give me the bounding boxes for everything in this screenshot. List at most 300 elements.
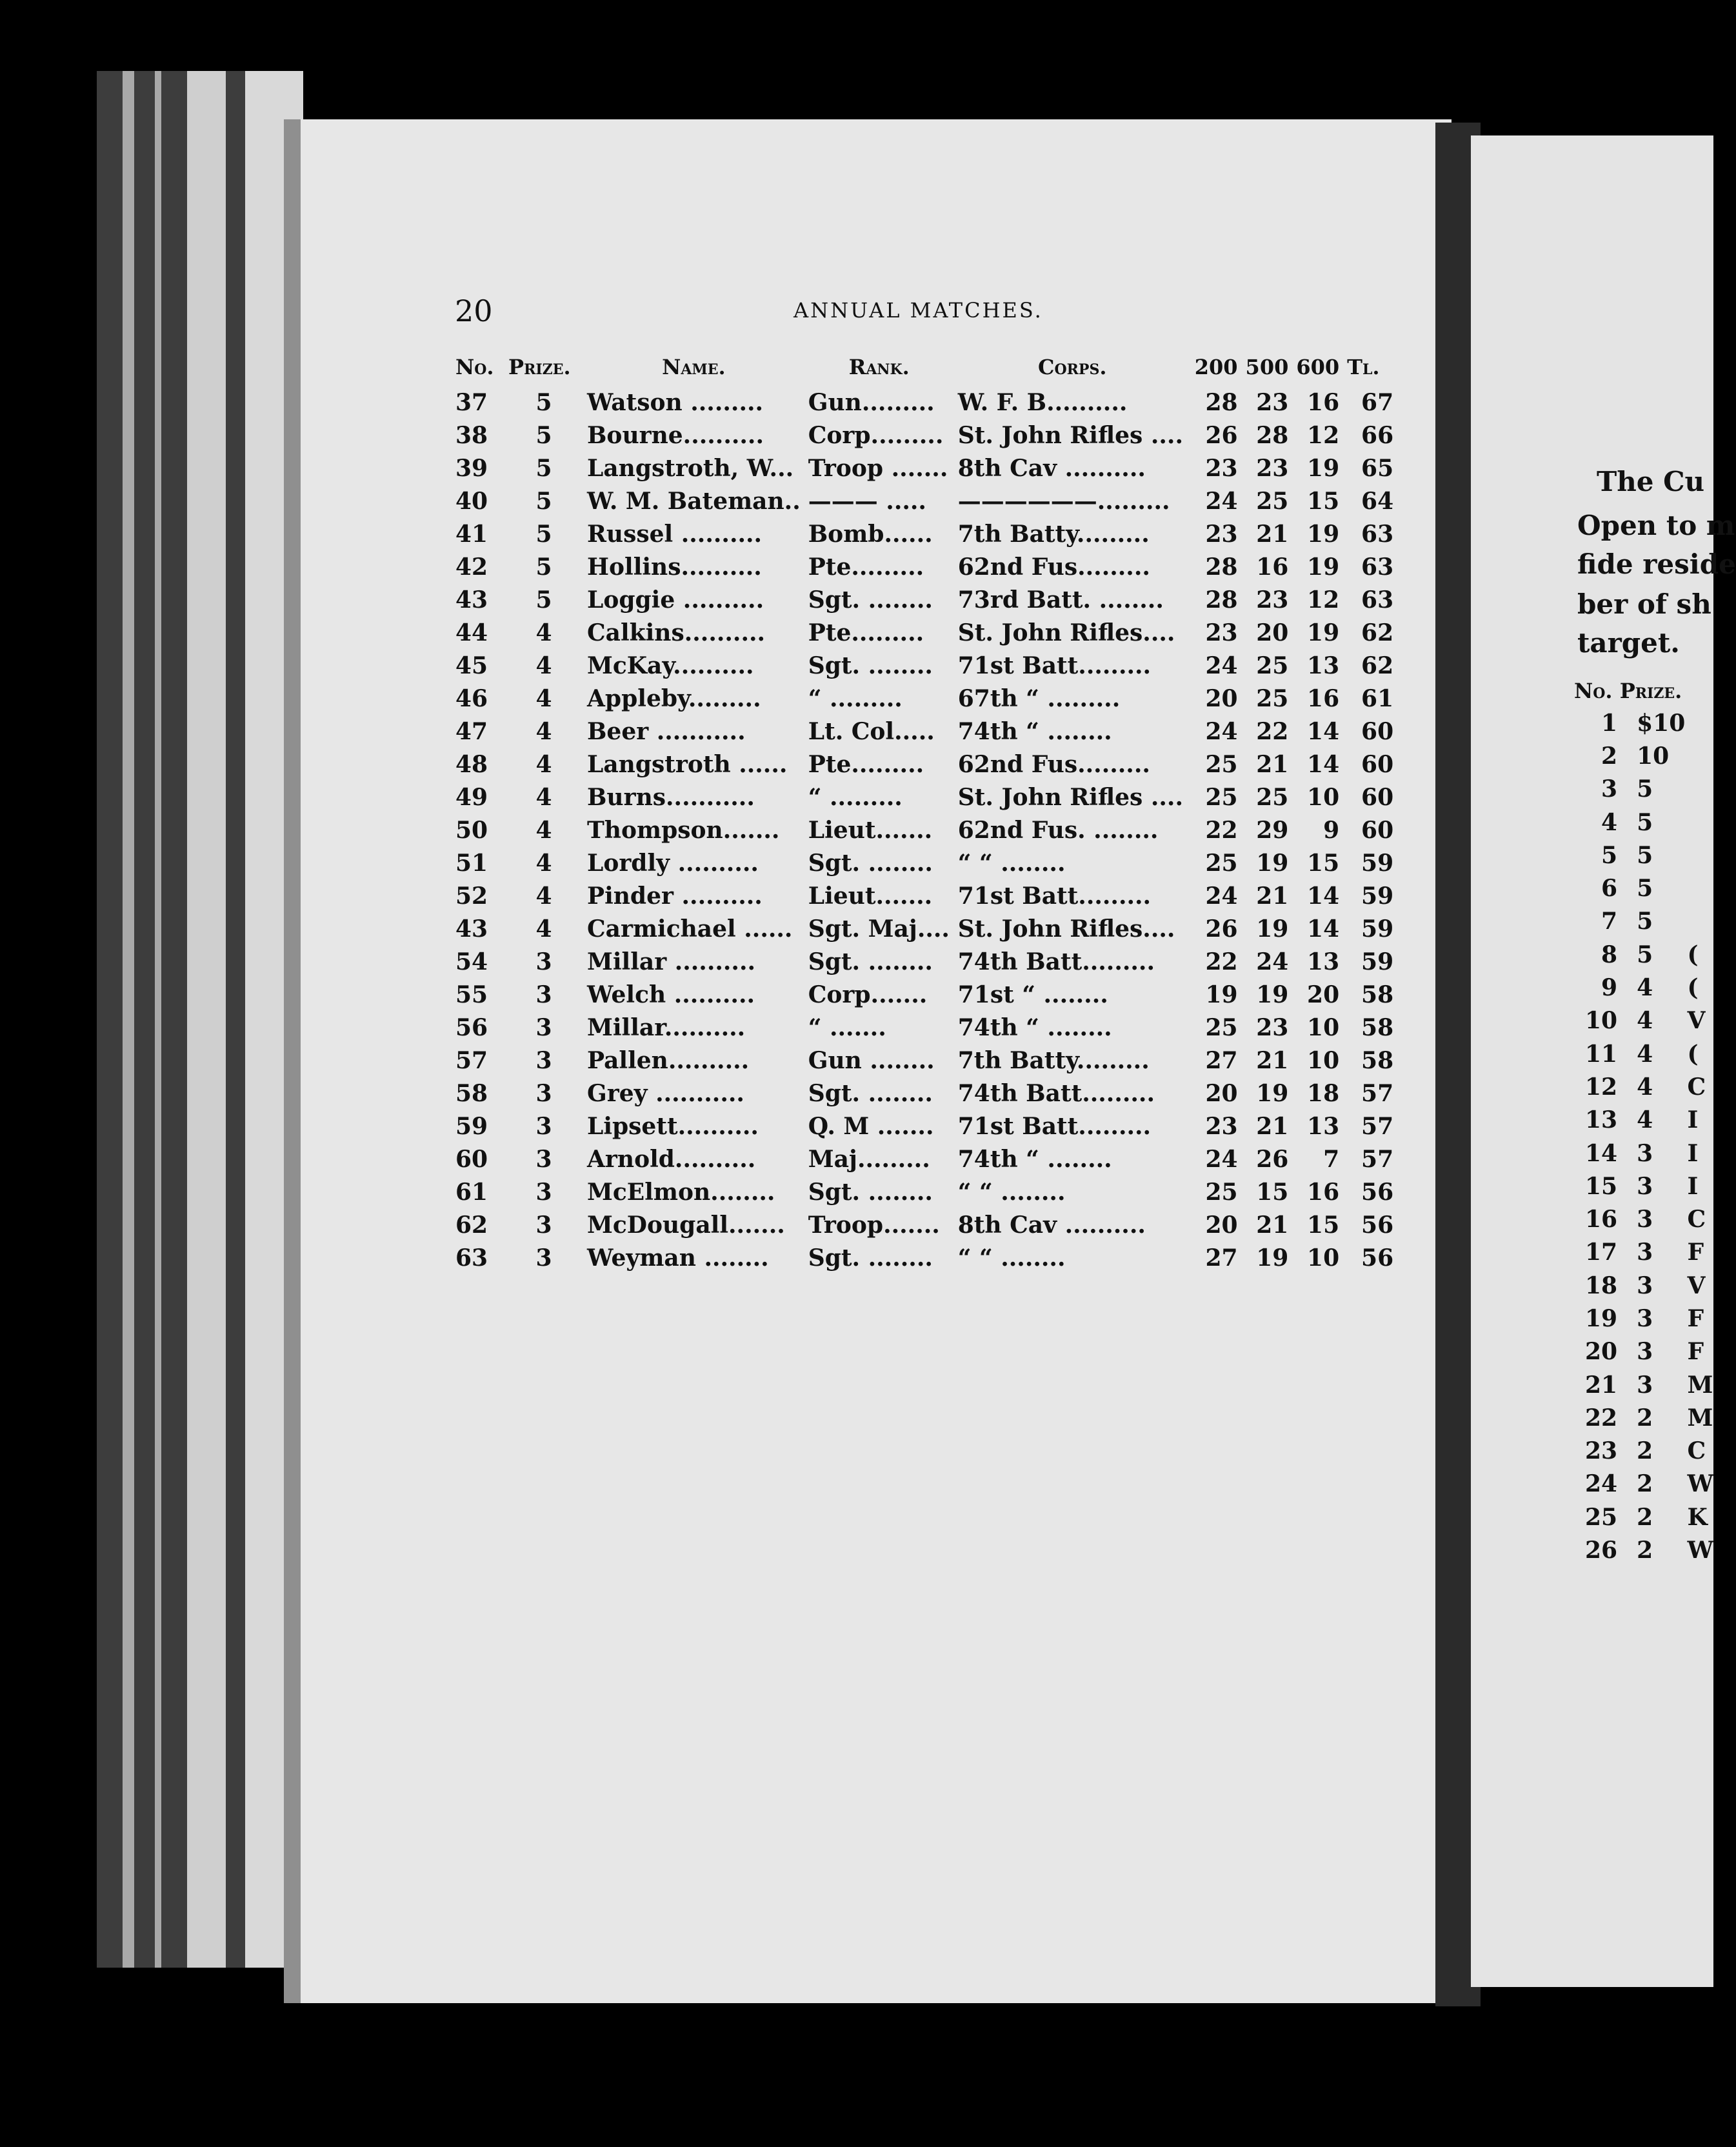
entry-prize: 5 (535, 487, 552, 515)
score-500: 25 (1256, 652, 1289, 679)
entry-corps: St. John Rifles.... (957, 915, 1175, 943)
entry-no: 42 (455, 553, 488, 581)
entry-name: Arnold.......... (587, 1145, 756, 1173)
score-total: 61 (1361, 684, 1394, 712)
entry-rank: Corp......... (808, 421, 944, 449)
facing-entry-initial: V (1687, 1007, 1706, 1035)
score-200: 24 (1205, 487, 1238, 515)
score-total: 58 (1361, 981, 1394, 1008)
table-row (452, 1143, 1397, 1175)
entry-no: 50 (455, 816, 488, 844)
entry-corps: 74th “ ........ (957, 1014, 1112, 1041)
facing-text-line: The Cu (1597, 466, 1705, 497)
list-item (1574, 1401, 1713, 1434)
score-500: 21 (1256, 1211, 1289, 1239)
entry-prize: 4 (535, 717, 552, 745)
entry-prize: 4 (535, 750, 552, 778)
entry-no: 44 (455, 619, 488, 646)
table-row (452, 781, 1397, 814)
facing-text-line: ber of sh (1577, 588, 1711, 620)
score-600: 10 (1307, 1046, 1340, 1074)
entry-no: 49 (455, 783, 488, 811)
list-item (1574, 1501, 1713, 1533)
table-row (452, 978, 1397, 1011)
table-row (452, 1044, 1397, 1077)
entry-corps: 71st Batt......... (957, 1112, 1152, 1140)
entry-rank: Pte......... (808, 553, 924, 581)
entry-no: 56 (455, 1014, 488, 1041)
entry-name: Hollins.......... (587, 553, 762, 581)
facing-entry-initial: ( (1687, 941, 1699, 968)
score-600: 16 (1307, 1178, 1340, 1206)
score-total: 60 (1361, 816, 1394, 844)
score-total: 60 (1361, 717, 1394, 745)
score-total: 59 (1361, 849, 1394, 877)
entry-rank: Q. M ....... (808, 1112, 934, 1140)
entry-no: 59 (455, 1112, 488, 1140)
page-edge (123, 71, 134, 1968)
score-600: 19 (1307, 454, 1340, 482)
entry-prize: 4 (535, 684, 552, 712)
score-600: 12 (1307, 586, 1340, 614)
list-item (1574, 872, 1713, 904)
entry-name: Thompson....... (587, 816, 780, 844)
facing-entry-prize: 3 (1637, 1239, 1653, 1266)
facing-entry-prize: 3 (1637, 1304, 1653, 1332)
entry-prize: 3 (535, 1211, 552, 1239)
score-200: 20 (1205, 1211, 1238, 1239)
score-200: 19 (1205, 981, 1238, 1008)
facing-entry-no: 10 (1584, 1007, 1618, 1035)
entry-rank: Pte......... (808, 619, 924, 646)
facing-entry-no: 20 (1584, 1338, 1618, 1366)
facing-entry-no: 26 (1584, 1537, 1618, 1564)
entry-no: 48 (455, 750, 488, 778)
entry-rank: Sgt. ........ (808, 586, 933, 614)
facing-entry-prize: 4 (1637, 974, 1653, 1002)
list-item (1574, 1004, 1713, 1037)
column-header-no: No. (455, 355, 494, 379)
facing-entry-prize: 5 (1637, 775, 1653, 803)
facing-entry-no: 25 (1584, 1503, 1618, 1531)
list-item (1574, 1435, 1713, 1468)
column-header-corps: Corps. (1038, 355, 1107, 379)
list-item (1574, 739, 1713, 772)
entry-no: 43 (455, 586, 488, 614)
list-item (1574, 905, 1713, 938)
score-500: 21 (1256, 1112, 1289, 1140)
score-200: 27 (1205, 1244, 1238, 1272)
facing-entry-prize: 2 (1637, 1503, 1653, 1531)
facing-entry-no: 23 (1584, 1437, 1618, 1465)
facing-entry-initial: I (1687, 1172, 1699, 1200)
entry-corps: St. John Rifles .... (957, 783, 1183, 811)
score-500: 26 (1256, 1145, 1289, 1173)
score-200: 24 (1205, 652, 1238, 679)
entry-rank: Sgt. ........ (808, 948, 933, 975)
score-500: 19 (1256, 849, 1289, 877)
score-total: 57 (1361, 1112, 1394, 1140)
facing-entry-initial (1688, 706, 1713, 739)
table-row (452, 550, 1397, 583)
column-header-200: 200 (1194, 355, 1238, 379)
facing-entry-no: 13 (1584, 1106, 1618, 1134)
facing-entry-initial: ( (1687, 974, 1699, 1002)
entry-rank: Sgt. ........ (808, 652, 933, 679)
entry-prize: 5 (535, 454, 552, 482)
entry-prize: 3 (535, 1145, 552, 1173)
facing-entry-initial: I (1687, 1106, 1699, 1134)
entry-name: Weyman ........ (587, 1244, 769, 1272)
book-page-stack (97, 71, 303, 1968)
score-600: 10 (1307, 1244, 1340, 1272)
score-600: 13 (1307, 948, 1340, 975)
entry-name: Pinder .......... (587, 882, 763, 910)
entry-prize: 3 (535, 981, 552, 1008)
facing-entry-initial: I (1687, 1139, 1699, 1167)
list-item (1574, 1104, 1713, 1137)
facing-entry-initial: F (1687, 1304, 1704, 1332)
table-row (452, 649, 1397, 682)
table-header-row (452, 348, 1397, 386)
entry-name: Calkins.......... (587, 619, 766, 646)
entry-corps: 74th Batt......... (957, 948, 1155, 975)
facing-entry-initial (1688, 839, 1713, 872)
entry-prize: 3 (535, 1112, 552, 1140)
entry-name: Langstroth ...... (587, 750, 788, 778)
facing-entry-initial (1688, 872, 1713, 904)
entry-rank: Bomb...... (808, 520, 933, 548)
entry-corps: 62nd Fus......... (957, 750, 1150, 778)
table-row (452, 1208, 1397, 1241)
score-600: 7 (1323, 1145, 1340, 1173)
facing-entry-no: 7 (1601, 908, 1618, 935)
table-row (452, 452, 1397, 484)
facing-entry-no: 11 (1584, 1040, 1618, 1068)
score-total: 60 (1361, 783, 1394, 811)
entry-name: Beer ........... (587, 717, 746, 745)
facing-text-line: fide reside (1577, 548, 1736, 580)
column-header-prize: Prize. (508, 355, 571, 379)
facing-entry-initial: C (1687, 1437, 1706, 1465)
facing-entry-prize: 5 (1637, 808, 1653, 836)
entry-name: Grey ........... (587, 1079, 744, 1107)
score-600: 14 (1307, 882, 1340, 910)
entry-name: Pallen.......... (587, 1046, 750, 1074)
facing-entry-no: 17 (1584, 1239, 1618, 1266)
score-total: 57 (1361, 1079, 1394, 1107)
entry-rank: Maj......... (808, 1145, 930, 1173)
facing-entry-no: 21 (1584, 1371, 1618, 1399)
list-item (1574, 1236, 1713, 1269)
list-item (1574, 806, 1713, 839)
score-500: 20 (1256, 619, 1289, 646)
entry-rank: “ ....... (808, 1014, 886, 1041)
entry-name: Lordly .......... (587, 849, 759, 877)
score-total: 64 (1361, 487, 1394, 515)
running-head: ANNUAL MATCHES. (793, 298, 1043, 323)
entry-corps: 74th Batt......... (957, 1079, 1155, 1107)
list-item (1574, 1137, 1713, 1170)
score-200: 25 (1205, 750, 1238, 778)
entry-prize: 4 (535, 652, 552, 679)
entry-no: 47 (455, 717, 488, 745)
entry-no: 40 (455, 487, 488, 515)
entry-name: Carmichael ...... (587, 915, 793, 943)
score-500: 21 (1256, 520, 1289, 548)
column-header-500: 500 (1245, 355, 1289, 379)
score-total: 56 (1361, 1244, 1394, 1272)
score-600: 10 (1307, 783, 1340, 811)
entry-prize: 4 (535, 882, 552, 910)
page-edge (155, 71, 161, 1968)
entry-rank: Lieut....... (808, 816, 933, 844)
facing-entry-prize: 2 (1637, 1537, 1653, 1564)
column-header-600: 600 (1296, 355, 1340, 379)
entry-rank: Sgt. ........ (808, 1079, 933, 1107)
score-200: 28 (1205, 388, 1238, 416)
table-row (452, 1011, 1397, 1044)
entry-rank: Troop....... (808, 1211, 940, 1239)
score-500: 23 (1256, 586, 1289, 614)
facing-entry-initial: V (1687, 1272, 1706, 1299)
entry-name: W. M. Bateman.. (587, 487, 801, 515)
table-row (452, 1175, 1397, 1208)
table-row (452, 583, 1397, 616)
entry-prize: 3 (535, 1046, 552, 1074)
score-600: 16 (1307, 388, 1340, 416)
score-total: 67 (1361, 388, 1394, 416)
entry-rank: Troop ....... (808, 454, 948, 482)
facing-entry-initial (1688, 806, 1713, 839)
facing-entry-prize: $10 (1637, 709, 1686, 737)
facing-entry-no: 4 (1601, 808, 1618, 836)
score-500: 19 (1256, 981, 1289, 1008)
score-600: 19 (1307, 520, 1340, 548)
entry-name: Burns........... (587, 783, 755, 811)
entry-rank: ——— ..... (808, 487, 926, 515)
entry-rank: Lieut....... (808, 882, 933, 910)
entry-name: Loggie .......... (587, 586, 764, 614)
facing-entry-no: 9 (1601, 974, 1618, 1002)
score-total: 58 (1361, 1046, 1394, 1074)
entry-no: 55 (455, 981, 488, 1008)
entry-corps: 7th Batty......... (957, 520, 1150, 548)
table-row (452, 682, 1397, 715)
entry-no: 45 (455, 652, 488, 679)
facing-entry-prize: 3 (1637, 1371, 1653, 1399)
facing-entry-no: 5 (1601, 841, 1618, 869)
entry-name: McKay.......... (587, 652, 754, 679)
column-header-name: Name. (662, 355, 726, 379)
score-200: 23 (1205, 619, 1238, 646)
score-600: 10 (1307, 1014, 1340, 1041)
entry-prize: 3 (535, 1178, 552, 1206)
entry-corps: ——————......... (957, 487, 1170, 515)
entry-no: 63 (455, 1244, 488, 1272)
entry-corps: 7th Batty......... (957, 1046, 1150, 1074)
entry-no: 52 (455, 882, 488, 910)
score-200: 25 (1205, 783, 1238, 811)
entry-corps: 71st Batt......... (957, 882, 1152, 910)
score-200: 23 (1205, 520, 1238, 548)
facing-entry-prize: 4 (1637, 1040, 1653, 1068)
score-200: 27 (1205, 1046, 1238, 1074)
score-500: 21 (1256, 750, 1289, 778)
entry-name: Appleby......... (587, 684, 761, 712)
facing-entry-initial: C (1687, 1206, 1706, 1233)
facing-entry-prize: 3 (1637, 1272, 1653, 1299)
table-row (452, 1110, 1397, 1143)
score-500: 29 (1256, 816, 1289, 844)
entry-prize: 3 (535, 1014, 552, 1041)
entry-no: 51 (455, 849, 488, 877)
entry-no: 38 (455, 421, 488, 449)
entry-rank: Corp....... (808, 981, 928, 1008)
facing-entry-no: 24 (1584, 1470, 1618, 1498)
facing-entry-initial: K (1687, 1503, 1708, 1531)
entry-corps: “ “ ........ (957, 849, 1066, 877)
score-600: 18 (1307, 1079, 1340, 1107)
facing-entry-no: 3 (1601, 775, 1618, 803)
entry-no: 58 (455, 1079, 488, 1107)
score-600: 13 (1307, 652, 1340, 679)
score-total: 57 (1361, 1145, 1394, 1173)
list-item (1574, 1203, 1713, 1235)
facing-entry-initial: M (1687, 1404, 1713, 1432)
facing-list-header: No. Prize. (1574, 679, 1682, 703)
facing-entry-prize: 5 (1637, 908, 1653, 935)
facing-entry-no: 22 (1584, 1404, 1618, 1432)
entry-no: 60 (455, 1145, 488, 1173)
entry-corps: 67th “ ......... (957, 684, 1121, 712)
score-200: 24 (1205, 717, 1238, 745)
score-600: 19 (1307, 553, 1340, 581)
facing-entry-no: 15 (1584, 1172, 1618, 1200)
facing-entry-initial: M (1687, 1371, 1713, 1399)
facing-text-line: Open to m (1577, 510, 1735, 541)
entry-name: Lipsett.......... (587, 1112, 759, 1140)
score-total: 56 (1361, 1211, 1394, 1239)
table-row (452, 1241, 1397, 1274)
score-200: 26 (1205, 915, 1238, 943)
entry-corps: 62nd Fus......... (957, 553, 1150, 581)
score-200: 24 (1205, 882, 1238, 910)
page-edge (187, 71, 226, 1968)
score-200: 22 (1205, 816, 1238, 844)
score-200: 24 (1205, 1145, 1238, 1173)
score-500: 19 (1256, 915, 1289, 943)
entry-prize: 4 (535, 915, 552, 943)
entry-name: McElmon........ (587, 1178, 775, 1206)
score-500: 24 (1256, 948, 1289, 975)
table-row (452, 419, 1397, 452)
score-600: 15 (1307, 1211, 1340, 1239)
score-total: 62 (1361, 619, 1394, 646)
entry-name: Millar.......... (587, 1014, 746, 1041)
entry-rank: Lt. Col..... (808, 717, 935, 745)
score-total: 66 (1361, 421, 1394, 449)
score-200: 20 (1205, 684, 1238, 712)
score-total: 59 (1361, 915, 1394, 943)
entry-corps: 62nd Fus. ........ (957, 816, 1159, 844)
entry-no: 46 (455, 684, 488, 712)
list-item (1574, 1302, 1713, 1335)
entry-prize: 4 (535, 816, 552, 844)
entry-no: 39 (455, 454, 488, 482)
facing-entry-prize: 5 (1637, 841, 1653, 869)
entry-prize: 5 (535, 553, 552, 581)
facing-entry-no: 2 (1601, 742, 1618, 770)
list-item (1574, 1070, 1713, 1103)
score-500: 16 (1256, 553, 1289, 581)
facing-entry-no: 16 (1584, 1206, 1618, 1233)
entry-prize: 4 (535, 783, 552, 811)
score-total: 65 (1361, 454, 1394, 482)
score-500: 19 (1256, 1244, 1289, 1272)
score-500: 25 (1256, 684, 1289, 712)
entry-no: 57 (455, 1046, 488, 1074)
score-total: 60 (1361, 750, 1394, 778)
table-row (452, 912, 1397, 945)
entry-rank: Sgt. ........ (808, 1244, 933, 1272)
score-500: 21 (1256, 1046, 1289, 1074)
table-row (452, 386, 1397, 419)
score-500: 15 (1256, 1178, 1289, 1206)
score-600: 14 (1307, 717, 1340, 745)
score-200: 25 (1205, 849, 1238, 877)
facing-entry-no: 14 (1584, 1139, 1618, 1167)
entry-corps: “ “ ........ (957, 1244, 1066, 1272)
score-600: 13 (1307, 1112, 1340, 1140)
score-500: 25 (1256, 783, 1289, 811)
entry-name: McDougall....... (587, 1211, 785, 1239)
score-600: 9 (1323, 816, 1340, 844)
facing-entry-no: 1 (1601, 709, 1618, 737)
score-200: 22 (1205, 948, 1238, 975)
table-row (452, 814, 1397, 846)
list-item (1574, 1533, 1713, 1566)
score-600: 15 (1307, 849, 1340, 877)
facing-entry-initial (1688, 773, 1713, 806)
entry-rank: Gun ........ (808, 1046, 935, 1074)
list-item (1574, 706, 1713, 739)
facing-entry-prize: 2 (1637, 1404, 1653, 1432)
score-500: 23 (1256, 454, 1289, 482)
facing-entry-no: 8 (1601, 941, 1618, 968)
facing-entry-prize: 2 (1637, 1470, 1653, 1498)
score-600: 20 (1307, 981, 1340, 1008)
entry-no: 61 (455, 1178, 488, 1206)
table-row (452, 484, 1397, 517)
column-header-rank: Rank. (848, 355, 910, 379)
list-item (1574, 1269, 1713, 1302)
score-total: 56 (1361, 1178, 1394, 1206)
score-600: 14 (1307, 750, 1340, 778)
entry-no: 41 (455, 520, 488, 548)
entry-name: Welch .......... (587, 981, 755, 1008)
facing-text-line: target. (1577, 627, 1680, 659)
list-item (1574, 1037, 1713, 1070)
entry-rank: Sgt. ........ (808, 849, 933, 877)
list-item (1574, 1170, 1713, 1203)
facing-entry-prize: 10 (1637, 742, 1670, 770)
score-200: 25 (1205, 1014, 1238, 1041)
entry-corps: 71st “ ........ (957, 981, 1108, 1008)
score-200: 20 (1205, 1079, 1238, 1107)
page-number: 20 (455, 294, 493, 328)
facing-entry-initial: F (1687, 1239, 1704, 1266)
